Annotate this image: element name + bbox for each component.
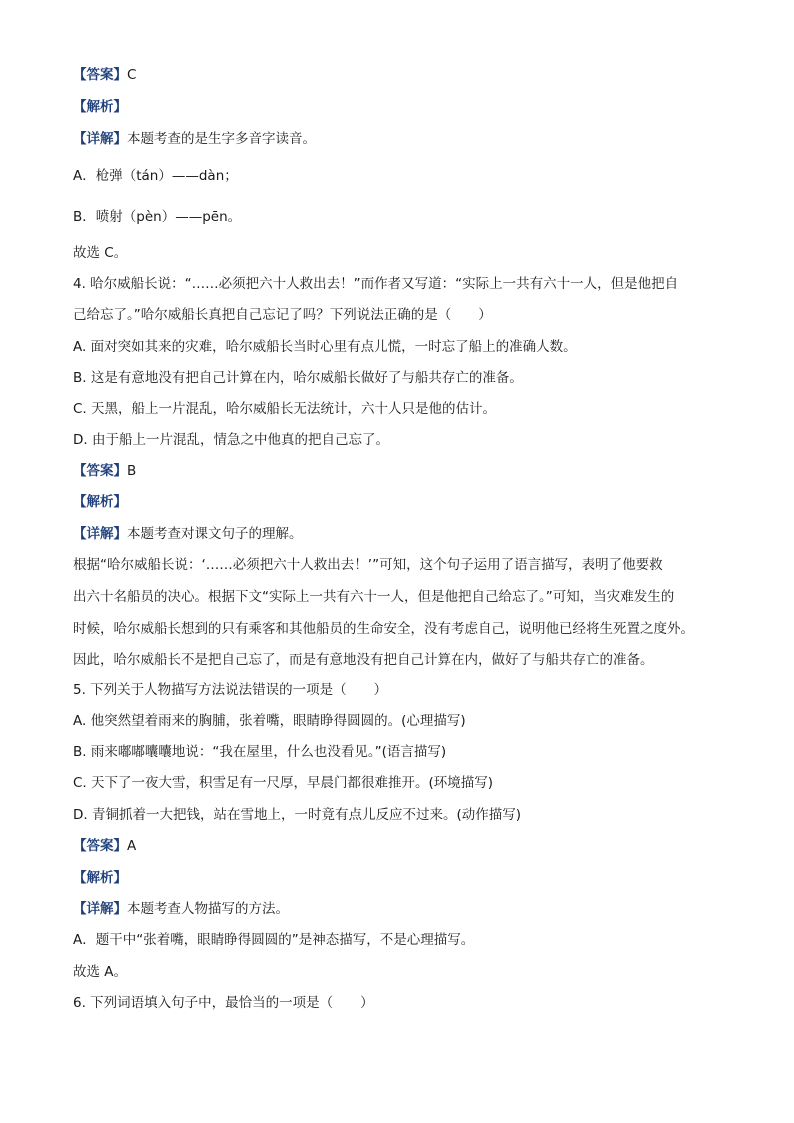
detail-text: 本题考查人物描写的方法。 [127,901,289,917]
conclusion-line: 故选 A。 [73,964,128,980]
answer-value: C [127,67,137,83]
detail-tag: 【详解】 [73,131,127,147]
option-a: A. 面对突如其来的灾难，哈尔威船长当时心里有点儿慌，一时忘了船上的准确人数。 [73,339,577,355]
explanation-line: 根据“哈尔威船长说：‘……必须把六十人救出去！’”可知，这个句子运用了语言描写，表明了他要救 [73,557,663,573]
option-d: D. 青铜抓着一大把钱，站在雪地上，一时竟有点儿反应不过来。(动作描写) [73,807,522,823]
option-d: D. 由于船上一片混乱，情急之中他真的把自己忘了。 [73,432,389,448]
option-b: B. 雨来嘟嘟囔囔地说：“我在屋里，什么也没看见。”(语言描写) [73,744,447,760]
conclusion-line: 故选 C。 [73,245,128,261]
answer-line [73,461,136,481]
explanation-line: 时候，哈尔威船长想到的只有乘客和其他船员的生命安全，没有考虑自己，说明他已经将生死置之度外。 [73,621,694,637]
answer-line [73,65,136,85]
analysis-heading [73,868,127,888]
answer-value: B [127,463,137,479]
analysis-tag: 【解析】 [73,99,127,115]
detail-tag: 【详解】 [73,901,127,917]
question-stem: 4. 哈尔威船长说：“……必须把六十人救出去！”而作者又写道：“实际上一共有六十一人，但是他把自 [73,276,679,292]
answer-value: A [127,838,137,854]
question-stem: 6. 下列词语填入句子中，最恰当的一项是（ ） [73,995,374,1011]
option-c: C. 天黑，船上一片混乱，哈尔威船长无法统计，六十人只是他的估计。 [73,401,497,417]
analysis-tag: 【解析】 [73,870,127,886]
answer-line [73,836,136,856]
detail-line [73,129,316,149]
option-b: B. 这是有意地没有把自己计算在内，哈尔威船长做好了与船共存亡的准备。 [73,370,523,386]
explanation-line: A．枪弹（tán）——dàn； [73,168,238,184]
detail-tag: 【详解】 [73,526,127,542]
answer-tag: 【答案】 [73,838,127,854]
detail-text: 本题考查的是生字多音字读音。 [127,131,316,147]
option-c: C. 天下了一夜大雪，积雪足有一尺厚，早晨门都很难推开。(环境描写) [73,775,494,791]
detail-line [73,524,303,544]
explanation-line: 出六十名船员的决心。根据下文“实际上一共有六十一人，但是他把自己给忘了。”可知，当灾难发生的 [73,589,675,605]
explanation-line: B．喷射（pèn）——pēn。 [73,209,242,225]
explanation-line: A．题干中“张着嘴，眼睛睁得圆圆的”是神态描写，不是心理描写。 [73,932,475,948]
option-a: A. 他突然望着雨来的胸脯，张着嘴，眼睛睁得圆圆的。(心理描写) [73,713,466,729]
answer-tag: 【答案】 [73,67,127,83]
analysis-tag: 【解析】 [73,494,127,510]
analysis-heading [73,492,127,512]
question-stem: 己给忘了。”哈尔威船长真把自己忘记了吗？下列说法正确的是（ ） [73,307,492,323]
analysis-heading [73,97,127,117]
detail-text: 本题考查对课文句子的理解。 [127,526,303,542]
explanation-line: 因此，哈尔威船长不是把自己忘了，而是有意地没有把自己计算在内，做好了与船共存亡的准备。 [73,652,654,668]
detail-line [73,899,289,919]
question-stem: 5. 下列关于人物描写方法说法错误的一项是（ ） [73,682,388,698]
answer-tag: 【答案】 [73,463,127,479]
